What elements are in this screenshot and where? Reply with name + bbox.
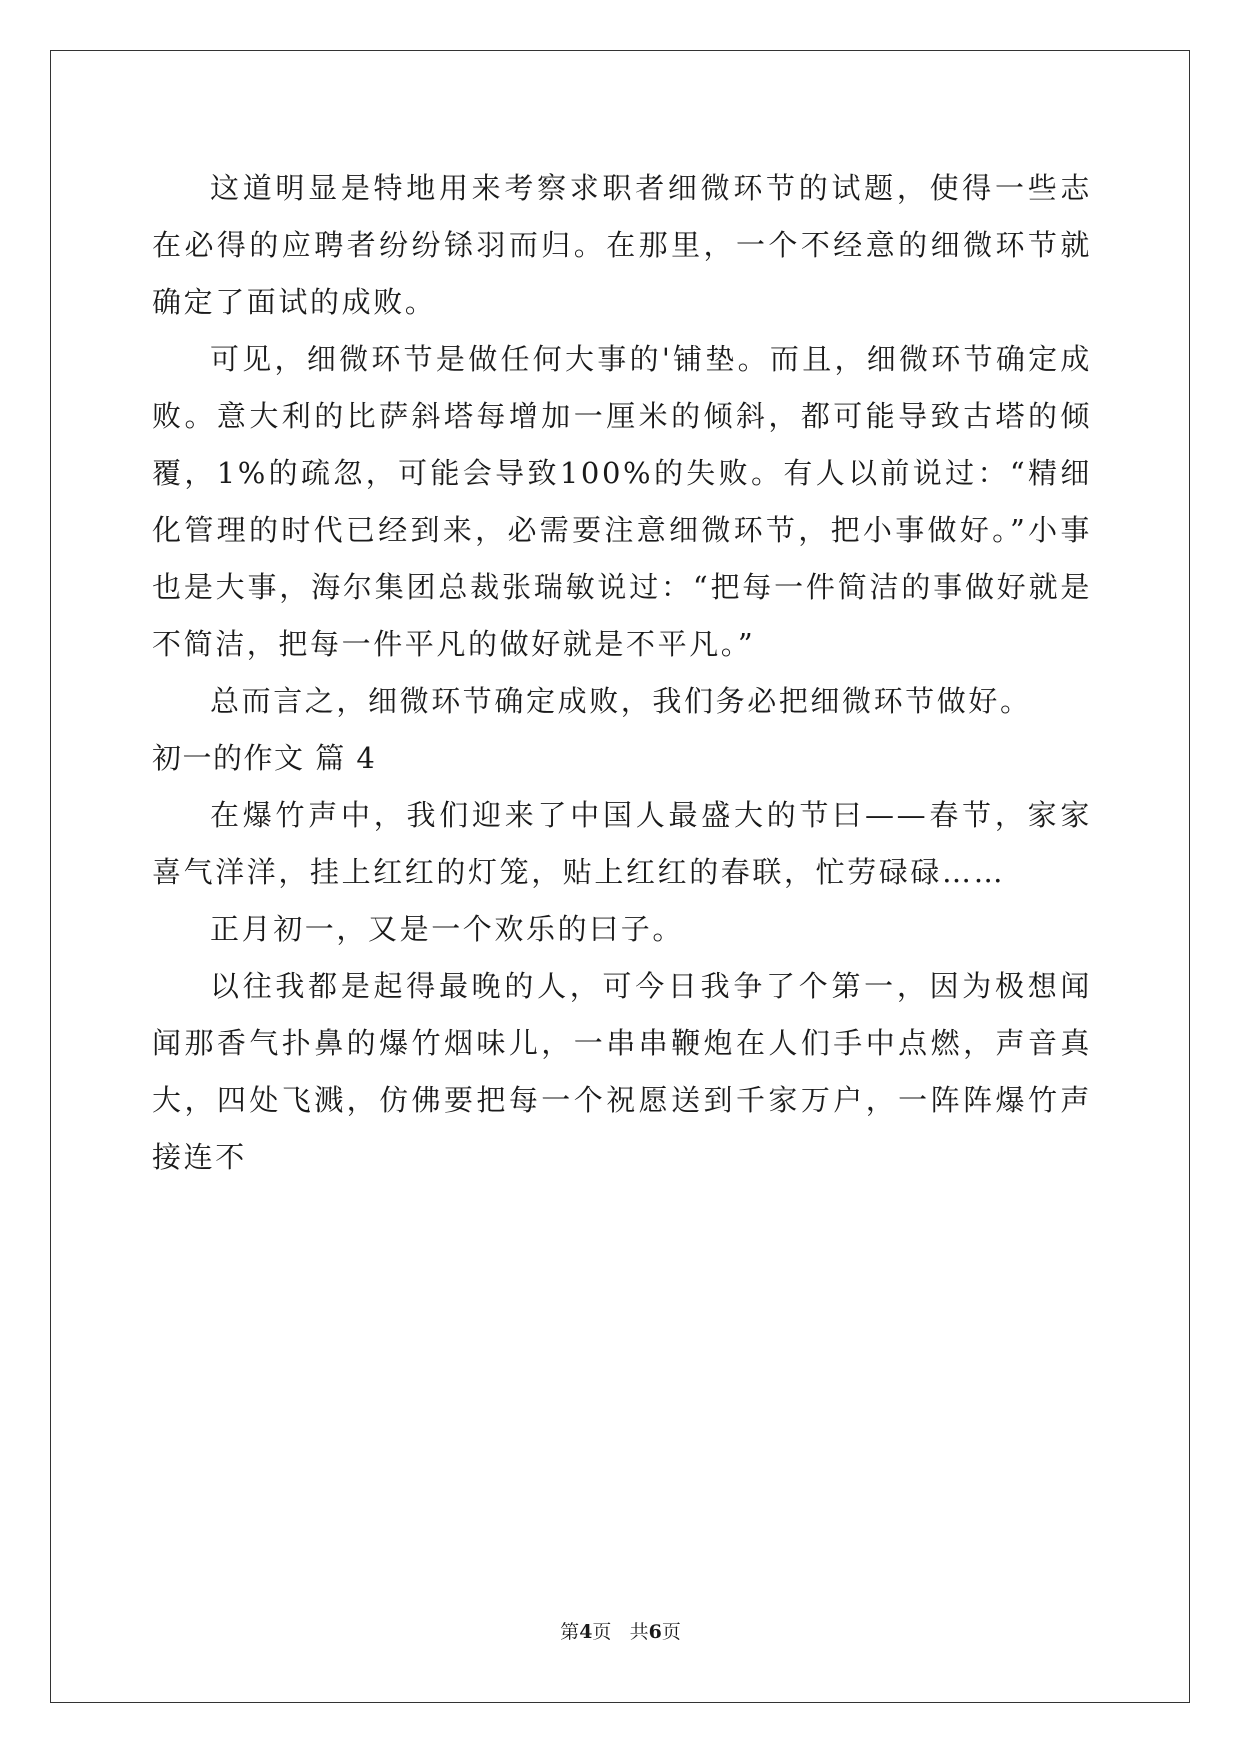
footer-page-unit: 页 — [592, 1621, 612, 1643]
paragraph-2: 可见，细微环节是做任何大事的'铺垫。而且，细微环节确定成败。意大利的比萨斜塔每增加一厘米的倾斜，都可能导致古塔的倾覆，1%的疏忽，可能会导致100%的失败。有人以前说过：“精细化管理的时代已经到来，必需要注意细微环节，把小事做好。”小事也是大事，海尔集团总裁张瑞敏说过：“把每一件简洁的事做好就是不简洁，把每一件平凡的做好就是不平凡。” — [152, 342, 1092, 661]
paragraph-4: 在爆竹声中，我们迎来了中国人最盛大的节曰——春节，家家喜气洋洋，挂上红红的灯笼，贴上红红的春联，忙劳碌碌…… — [152, 798, 1092, 889]
paragraph-3: 总而言之，细微环节确定成败，我们务必把细微环节做好。 — [210, 684, 1032, 718]
paragraph-6: 以往我都是起得最晚的人，可今日我争了个第一，因为极想闻闻那香气扑鼻的爆竹烟味儿，一串串鞭炮在人们手中点燃，声音真大，四处飞溅，仿佛要把每一个祝愿送到千家万户，一阵阵爆竹声接连不 — [152, 969, 1092, 1174]
footer-total-prefix: 共 — [629, 1621, 649, 1643]
footer-page-prefix: 第 — [560, 1621, 580, 1643]
paragraph-1: 这道明显是特地用来考察求职者细微环节的试题，使得一些志在必得的应聘者纷纷铩羽而归。在那里，一个不经意的细微环节就确定了面试的成败。 — [152, 171, 1092, 319]
section-heading: 初一的作文 篇 4 — [152, 741, 377, 775]
document-body — [152, 160, 1092, 1186]
footer-total-unit: 页 — [661, 1621, 681, 1643]
footer-page-number: 4 — [579, 1621, 593, 1643]
paragraph-5: 正月初一，又是一个欢乐的曰子。 — [210, 912, 685, 946]
page-footer — [0, 1620, 1241, 1644]
footer-total-pages: 6 — [648, 1621, 662, 1643]
